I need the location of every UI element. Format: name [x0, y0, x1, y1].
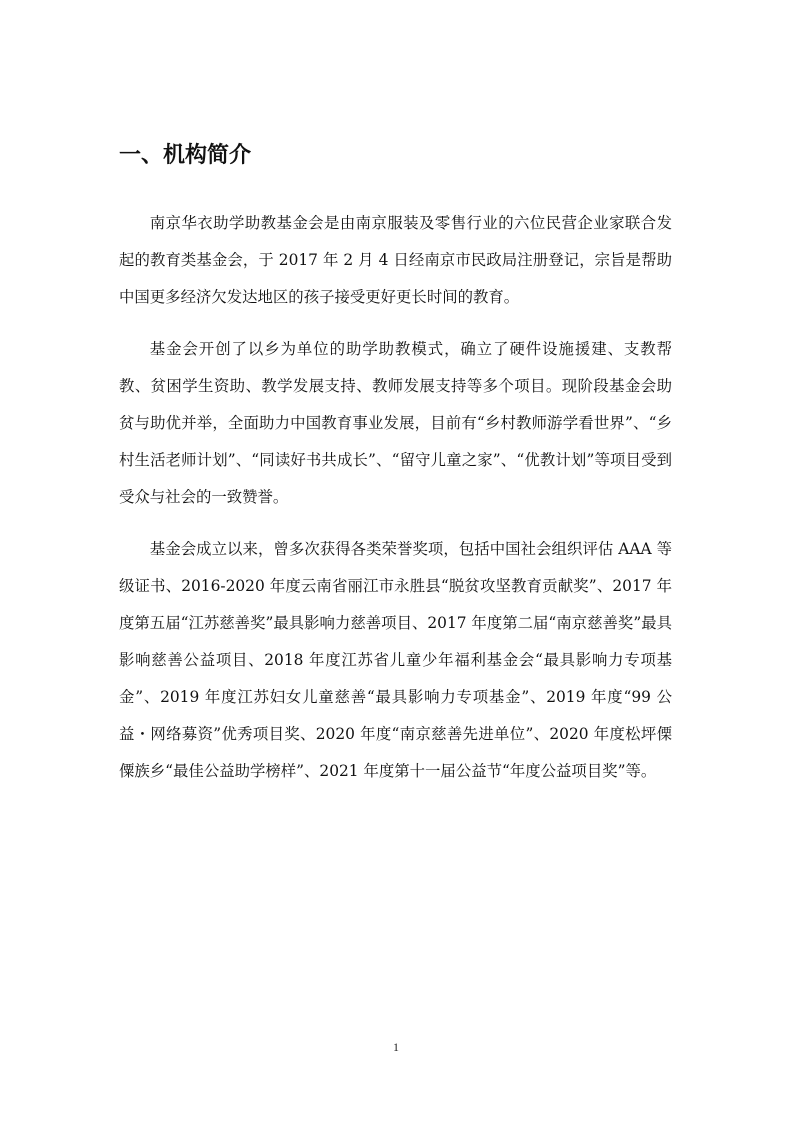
section-heading: 一、机构简介	[119, 143, 252, 168]
paragraph-programs: 基金会开创了以乡为单位的助学助教模式，确立了硬件设施援建、支教帮教、贫困学生资助、教学发展支持、教师发展支持等多个项目。现阶段基金会助贫与助优并举，全面助力中国教育事业发展，目前有“乡村教师游学看世界”、“乡村生活老师计划”、“同读好书共成长”、“留守儿童之家”、“优教计划”等项目受到受众与社会的一致赞誉。	[119, 340, 672, 506]
page-number: 1	[393, 1040, 399, 1054]
paragraph-awards: 基金会成立以来，曾多次获得各类荣誉奖项，包括中国社会组织评估 AAA 等级证书、2016-2020 年度云南省丽江市永胜县“脱贫攻坚教育贡献奖”、2017 年度第五届“江苏慈善奖”最具影响力慈善项目、2017 年度第二届“南京慈善奖”最具影响慈善公益项目、2018 年度江苏省儿童少年福利基金会“最具影响力专项基金”、2019 年度江苏妇女儿童慈善“最具影响力专项基金”、2019 年度“99 公益・网络募资”优秀项目奖、2020 年度“南京慈善先进单位”、2020 年度松坪傈僳族乡“最佳公益助学榜样”、2021 年度第十一届公益节“年度公益项目奖”等。	[119, 540, 672, 780]
body-text	[119, 205, 672, 805]
paragraph-intro: 南京华衣助学助教基金会是由南京服装及零售行业的六位民营企业家联合发起的教育类基金会，于 2017 年 2 月 4 日经南京市民政局注册登记，宗旨是帮助中国更多经济欠发达地区的孩子接受更好更长时间的教育。	[119, 214, 672, 306]
